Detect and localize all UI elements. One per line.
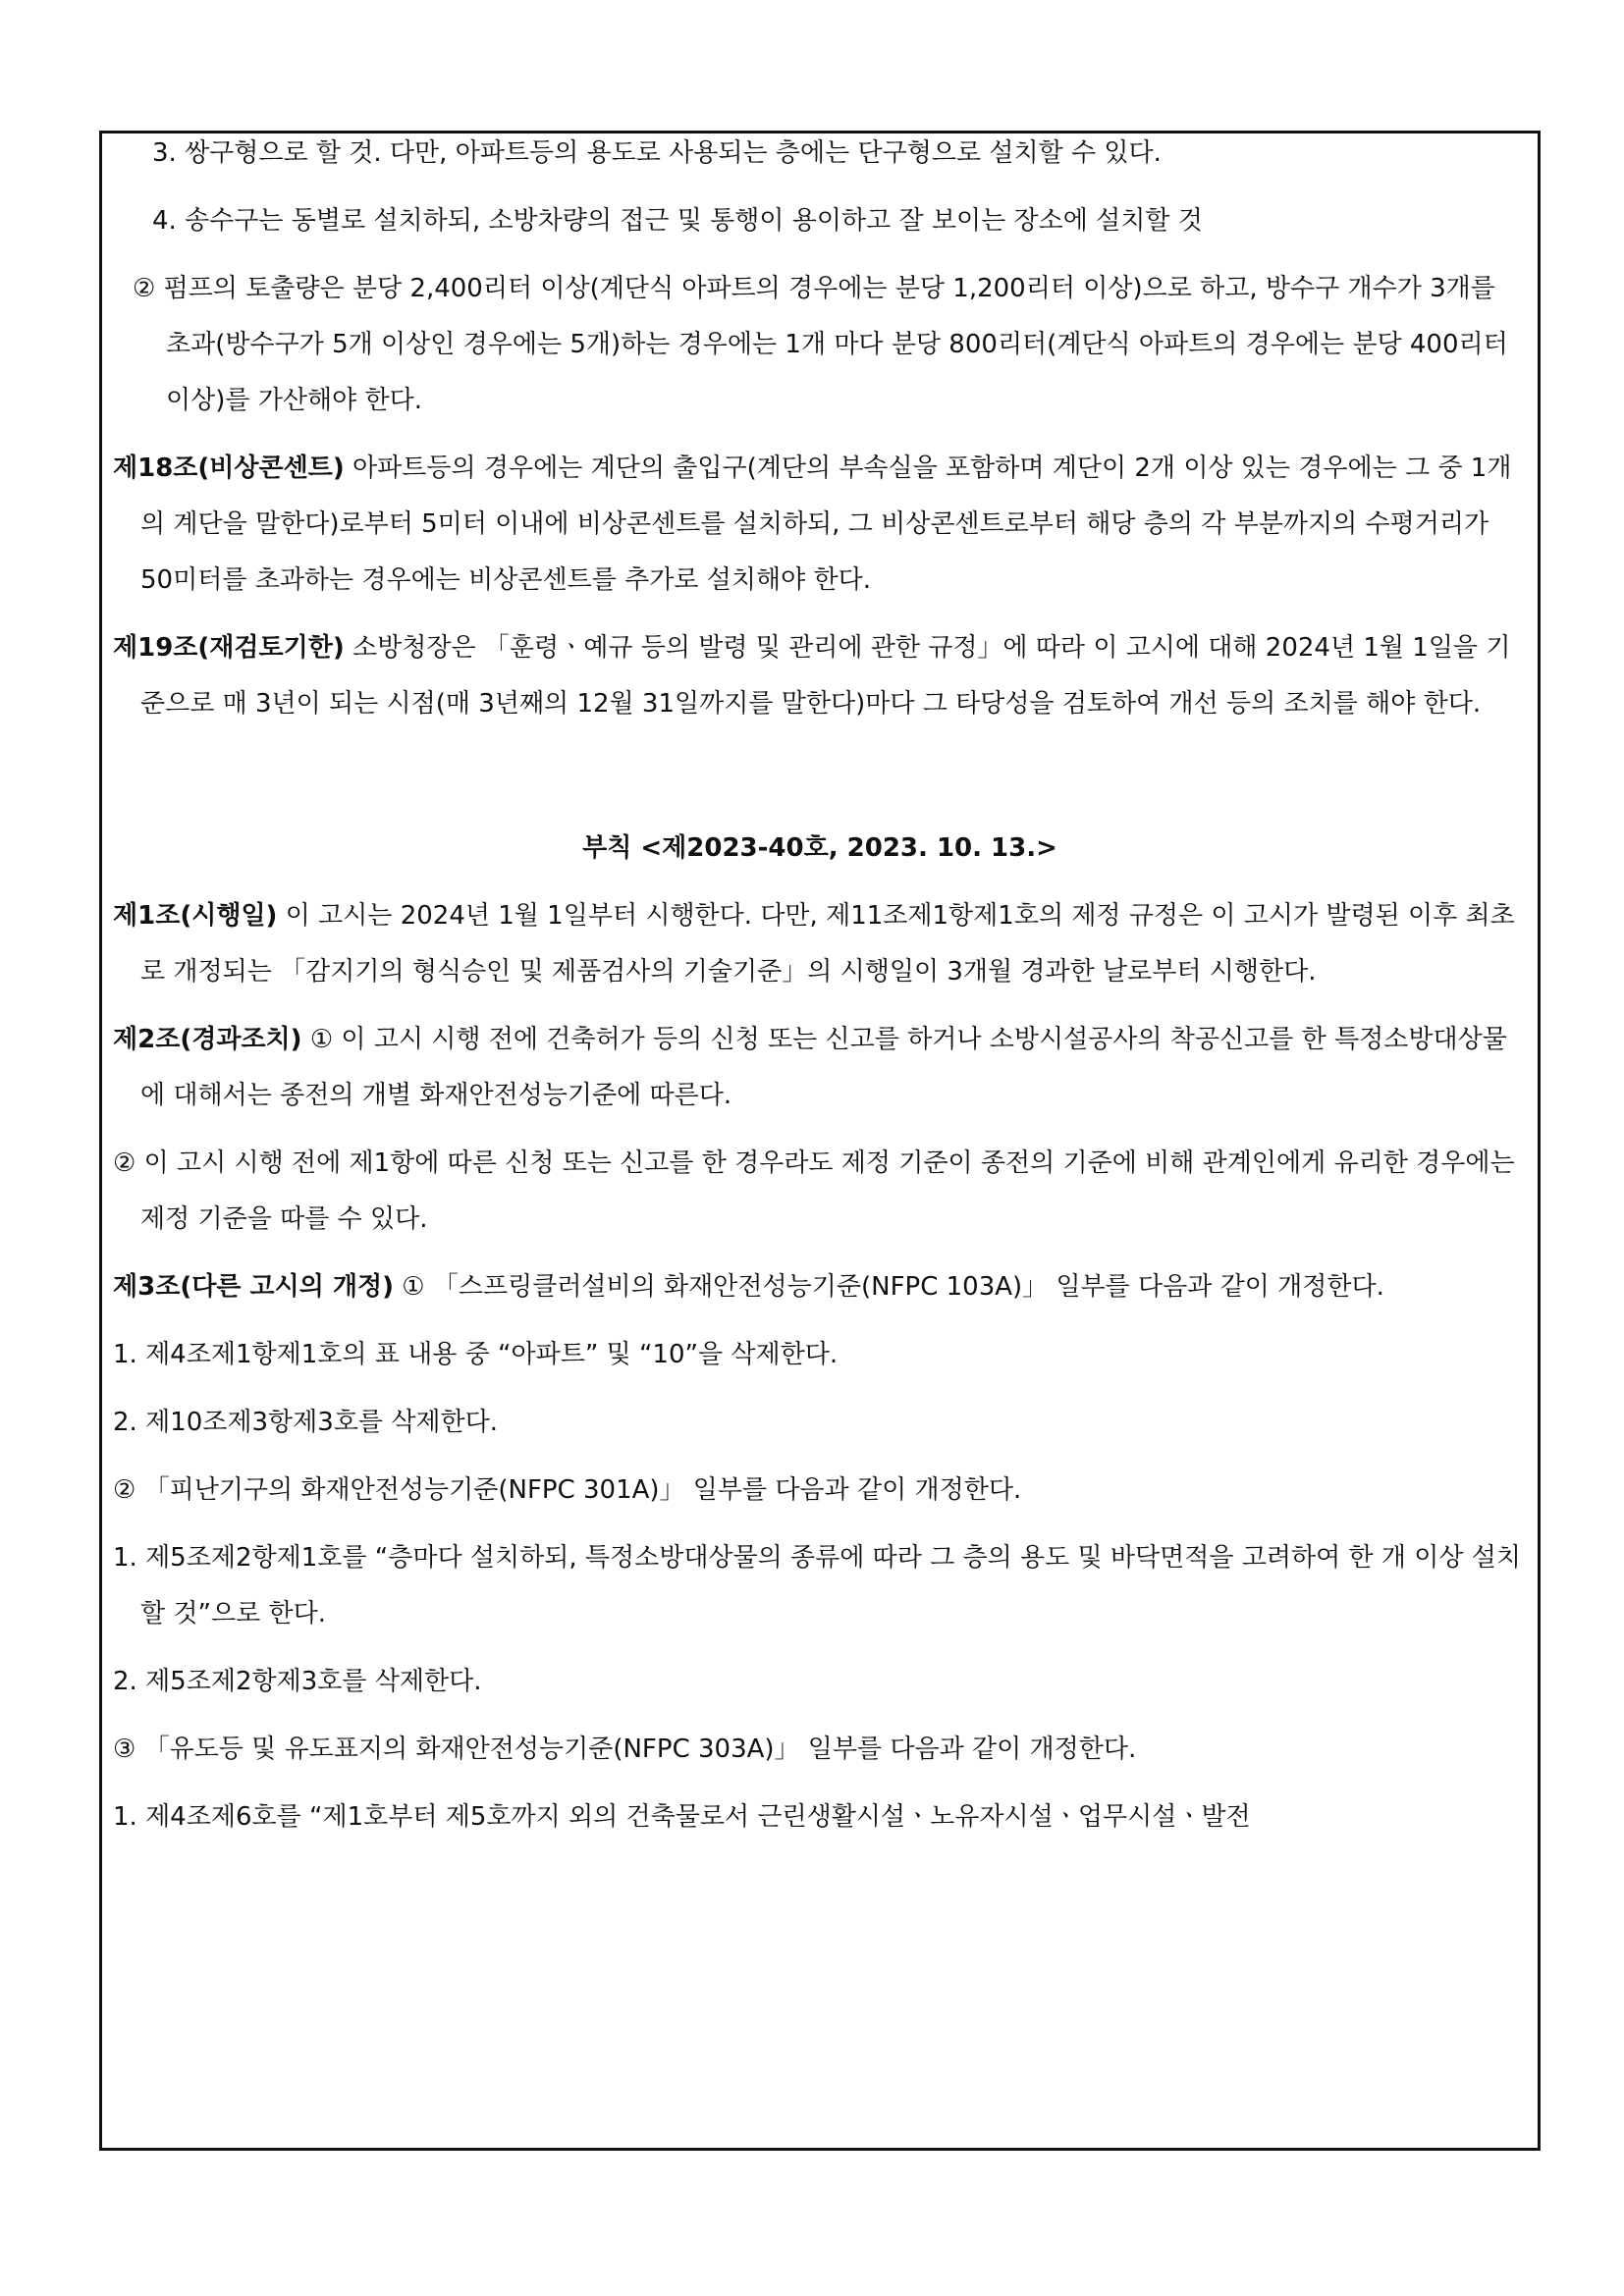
annex-article-3-item-1: 1. 제4조제1항제1호의 표 내용 중 “아파트” 및 “10”을 삭제한다. xyxy=(113,1340,839,1369)
article-18-title: 제18조(비상콘센트) xyxy=(113,454,345,483)
article-19 xyxy=(113,620,1527,732)
annex-heading: 부칙 <제2023-40호, 2023. 10. 13.> xyxy=(582,833,1057,863)
article-19-title: 제19조(재검토기한) xyxy=(113,633,345,663)
annex-article-1-body: 이 고시는 2024년 1월 1일부터 시행한다. 다만, 제11조제1항제1호의 제정 규정은 이 고시가 발령된 이후 최초로 개정되는 「감지기의 형식승인 및 제품검사의 기술기준」의 시행일이 3개월 경과한 날로부터 시행한다. xyxy=(140,901,1515,987)
article-19-body: 소방청장은 「훈령ㆍ예규 등의 발령 및 관리에 관한 규정」에 따라 이 고시에 대해 2024년 1월 1일을 기준으로 매 3년이 되는 시점(매 3년째의 12월 31일까지를 말한다)마다 그 타당성을 검토하여 개선 등의 조치를 해야 한다. xyxy=(140,633,1511,719)
annex-article-3-paragraph-2-item-1: 1. 제5조제2항제1호를 “층마다 설치하되, 특정소방대상물의 종류에 따라 그 층의 용도 및 바닥면적을 고려하여 한 개 이상 설치할 것”으로 한다. xyxy=(113,1543,1521,1629)
annex-article-3-paragraph-3: ③ 「유도등 및 유도표지의 화재안전성능기준(NFPC 303A)」 일부를 다음과 같이 개정한다. xyxy=(113,1735,1137,1764)
annex-article-3-paragraph-2: ② 「피난기구의 화재안전성능기준(NFPC 301A)」 일부를 다음과 같이 개정한다. xyxy=(113,1475,1022,1505)
document-body xyxy=(113,126,1527,1845)
annex-article-2-paragraph-2: ② 이 고시 시행 전에 제1항에 따른 신청 또는 신고를 한 경우라도 제정 기준이 종전의 기준에 비해 관계인에게 유리한 경우에는 제정 기준을 따를 수 있다. xyxy=(113,1148,1515,1234)
annex-article-2-body: ① 이 고시 시행 전에 건축허가 등의 신청 또는 신고를 하거나 소방시설공사의 착공신고를 한 특정소방대상물에 대해서는 종전의 개별 화재안전성능기준에 따른다. xyxy=(140,1025,1507,1110)
item-4: 4. 송수구는 동별로 설치하되, 소방차량의 접근 및 통행이 용이하고 잘 보이는 장소에 설치할 것 xyxy=(152,206,1203,236)
annex-article-3-paragraph-2-item-2: 2. 제5조제2항제3호를 삭제한다. xyxy=(113,1667,482,1696)
annex-article-3-title: 제3조(다른 고시의 개정) xyxy=(113,1272,395,1302)
item-3: 3. 쌍구형으로 할 것. 다만, 아파트등의 용도로 사용되는 층에는 단구형으로 설치할 수 있다. xyxy=(152,138,1162,168)
article-18 xyxy=(113,441,1527,609)
annex-article-3-item-2: 2. 제10조제3항제3호를 삭제한다. xyxy=(113,1408,499,1437)
annex-article-1 xyxy=(113,888,1527,1000)
article-18-body: 아파트등의 경우에는 계단의 출입구(계단의 부속실을 포함하며 계단이 2개 이상 있는 경우에는 그 중 1개의 계단을 말한다)로부터 5미터 이내에 비상콘센트를 설치하되, 그 비상콘센트로부터 해당 층의 각 부분까지의 수평거리가 50미터를 초과하는 경우에는 비상콘센트를 추가로 설치해야 한다. xyxy=(140,454,1512,595)
paragraph-2: ② 펌프의 토출량은 분당 2,400리터 이상(계단식 아파트의 경우에는 분당 1,200리터 이상)으로 하고, 방수구 개수가 3개를 초과(방수구가 5개 이상인 경우에는 5개)하는 경우에는 1개 마다 분당 800리터(계단식 아파트의 경우에는 분당 400리터 이상)를 가산해야 한다. xyxy=(133,274,1508,415)
annex-article-2-title: 제2조(경과조치) xyxy=(113,1025,302,1054)
annex-article-2 xyxy=(113,1012,1527,1124)
annex-article-3 xyxy=(113,1259,1527,1315)
annex-article-3-paragraph-3-item-1: 1. 제4조제6호를 “제1호부터 제5호까지 외의 건축물로서 근린생활시설ㆍ노유자시설ㆍ업무시설ㆍ발전 xyxy=(113,1802,1251,1832)
annex-article-3-body: ① 「스프링클러설비의 화재안전성능기준(NFPC 103A)」 일부를 다음과 같이 개정한다. xyxy=(394,1272,1384,1302)
annex-article-1-title: 제1조(시행일) xyxy=(113,901,278,931)
